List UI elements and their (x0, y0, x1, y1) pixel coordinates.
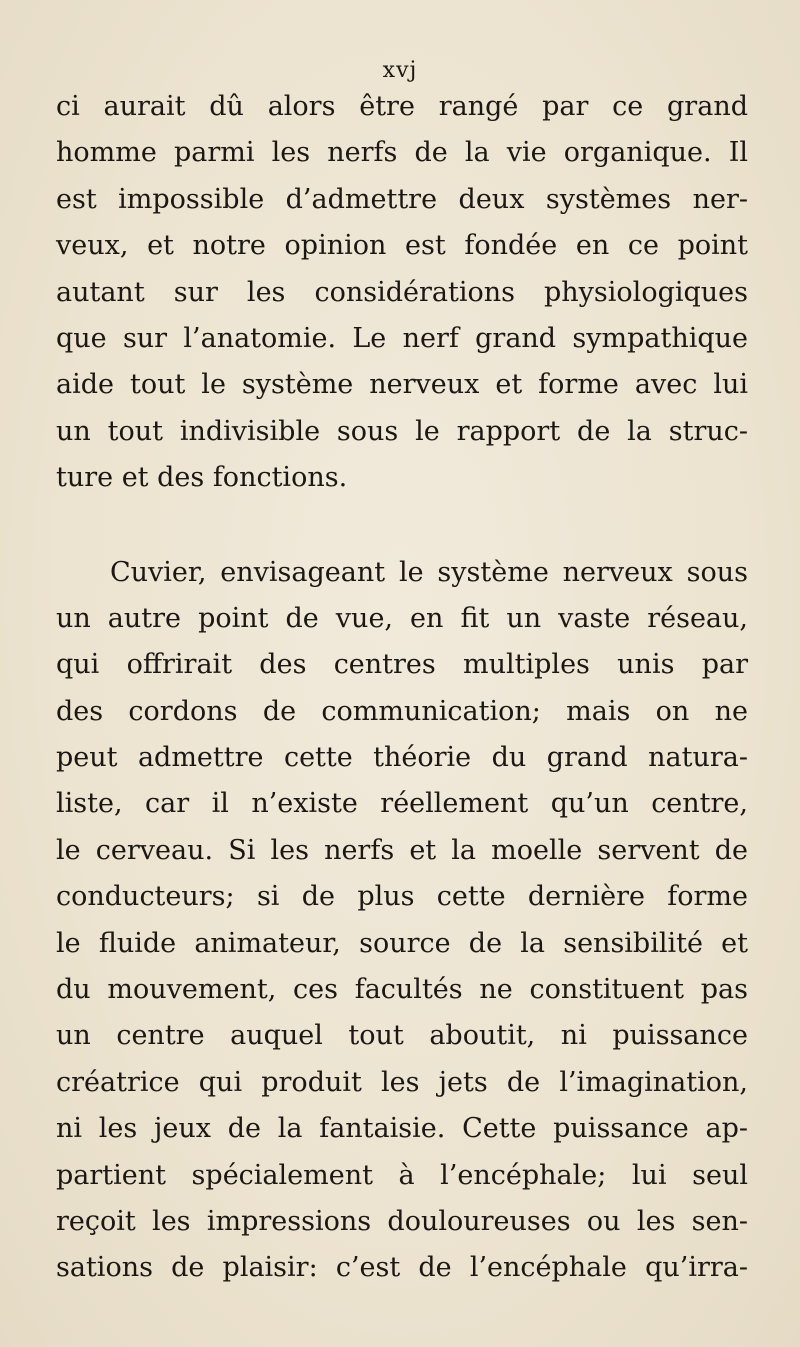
text-line: ni les jeux de la fantaisie. Cette puissance ap- (56, 1113, 748, 1145)
text-line: que sur l’anatomie. Le nerf grand sympathique (56, 322, 748, 354)
text-line: liste, car il n’existe réellement qu’un centre, (56, 788, 748, 820)
body-text (56, 84, 748, 1292)
text-line: reçoit les impressions douloureuses ou les sen- (56, 1205, 748, 1237)
text-line: veux, et notre opinion est fondée en ce point (56, 230, 748, 262)
text-line: homme parmi les nerfs de la vie organique. Il (56, 137, 748, 169)
page-number: xvj (382, 58, 418, 83)
text-line: des cordons de communication; mais on ne (56, 695, 748, 727)
text-line: conducteurs; si de plus cette dernière forme (56, 881, 748, 913)
text-line: un tout indivisible sous le rapport de la struc- (56, 415, 748, 447)
paragraph-1 (56, 84, 748, 502)
text-line: le cerveau. Si les nerfs et la moelle servent de (56, 834, 748, 866)
text-line: sations de plaisir: c’est de l’encéphale qu’irra- (56, 1252, 748, 1284)
text-line: un autre point de vue, en fit un vaste réseau, (56, 602, 748, 634)
text-line: du mouvement, ces facultés ne constituent pas (56, 974, 748, 1006)
text-line: Cuvier, envisageant le système nerveux sous (110, 556, 748, 588)
text-line: peut admettre cette théorie du grand natura- (56, 742, 748, 774)
text-line: est impossible d’admettre deux systèmes ner- (56, 183, 748, 215)
text-line: le fluide animateur, source de la sensibilité et (56, 927, 748, 959)
text-line: aide tout le système nerveux et forme avec lui (56, 369, 748, 401)
text-line: ture et des fonctions. (56, 462, 348, 494)
text-line: autant sur les considérations physiologiques (56, 276, 748, 308)
paragraph-spacer (56, 502, 748, 550)
text-line: partient spécialement à l’encéphale; lui seul (56, 1159, 748, 1191)
paragraph-2 (56, 550, 748, 1292)
text-line: créatrice qui produit les jets de l’imagination, (56, 1066, 748, 1098)
text-line: un centre auquel tout aboutit, ni puissance (56, 1020, 748, 1052)
text-line: ci aurait dû alors être rangé par ce grand (56, 91, 748, 122)
text-line: qui offrirait des centres multiples unis par (56, 649, 748, 681)
